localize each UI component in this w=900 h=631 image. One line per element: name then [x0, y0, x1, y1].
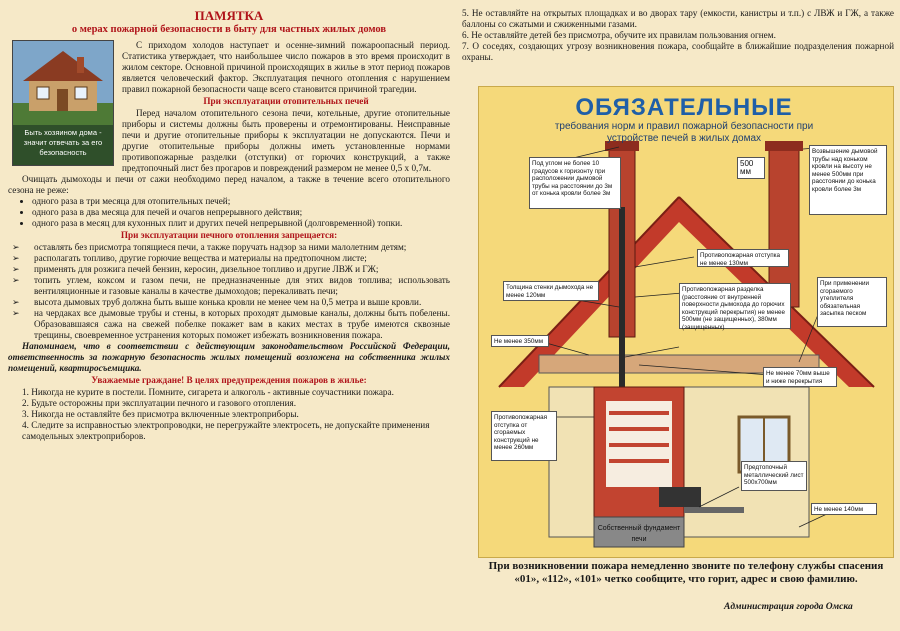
foundation-label: Собственный фундамент печи [597, 525, 681, 543]
section-citizens-title: Уважаемые граждане! В целях предупреждения пожаров в жилье: [91, 375, 367, 385]
right-column [462, 8, 894, 628]
list-item: 1. Никогда не курите в постели. Помните, сигарета и алкоголь - активные соучастники пожара. [22, 387, 394, 397]
intro-paragraph: С приходом холодов наступает и осенне-зимний пожароопасный период. Статистика утверждает, что наибольшее число пожаров в это время происходит в жилом секторе. Основной причиной происходящих в жилье в этот период пожаров является человеческий фактор. Эксплуатация печного отопления с нарушением правил пожарной безопасности чаще всего становится причиной трагедии. [122, 40, 450, 94]
stove-requirements-diagram [478, 86, 894, 558]
diagram-note: 500 мм [737, 157, 765, 179]
list-item: ➢ топить углем, коксом и газом печи, не предназначенные для этих видов топлива; использовать вентиляционные и газовые каналы в качестве дымоходов; перекаливать печи; [34, 275, 450, 297]
prohibited-list [8, 242, 450, 341]
diagram-title-small: требования норм и правил пожарной безопасности при устройстве печей в жилых домах [554, 121, 814, 144]
diagram-note: Под углом не более 10 градусов к горизонту при расположении дымовой трубы на расстоянии до 3м от конька кровли более 3м [529, 157, 621, 209]
list-item: ➢ применять для розжига печей бензин, керосин, дизельное топливо и другие ЛВЖ и ГЖ; [34, 264, 450, 275]
diagram-note: Толщина стенки дымохода не менее 120мм [503, 281, 599, 301]
page-subtitle: о мерах пожарной безопасности в быту для частных жилых домов [71, 24, 387, 35]
section-heating-title: При эксплуатации отопительных печей [203, 96, 369, 106]
diagram-title [549, 95, 819, 145]
heating-paragraph-1: Перед началом отопительного сезона печи, котельные, другие отопительные приборы и системы должны быть проверены и отремонтированы. Неисправные печи и другие отопительные приборы к эксплуатации не допускаются. Печи и другие отопительные приборы должны иметь установленные нормами противопожарные разделки (отступки) от горючих конструкций, а также предтопочный лист без прогаров и повреждений размером не менее 0,5 х 0,7м. [122, 108, 450, 173]
section-prohibited-title: При эксплуатации печного отопления запрещается: [120, 230, 338, 240]
emergency-footer: При возникновении пожара немедленно звоните по телефону службы спасения «01», «112», «101» четко сообщите, что горит, адрес и свою фамилию. [488, 560, 884, 585]
list-item: ➢ располагать топливо, другие горючие вещества и материалы на предтопочном листе; [34, 253, 450, 264]
diagram-note: Противопожарная отступка от сгораемых конструкций не менее 260мм [491, 411, 557, 461]
list-item: • одного раза в три месяца для отопительных печей; [32, 196, 450, 207]
list-item: 3. Никогда не оставляйте без присмотра включенные электроприборы. [22, 409, 299, 419]
diagram-note: Противопожарная разделка (расстояние от внутренней поверхности дымохода до горючих конструкций перекрытия) не менее 500мм (не защищенных), 380мм (защищенных) [679, 283, 791, 329]
list-item: 5. Не оставляйте на открытых площадках и во дворах тару (емкости, канистры и т.п.) с ЛВЖ и ГЖ, а также баллоны со сжатыми и сжиженными газами. [462, 8, 894, 29]
diagram-note: Предтопочный металлический лист 500х700мм [741, 461, 807, 491]
list-item: 4. Следите за исправностью электропроводки, не перегружайте электросеть, не допускайте применения самодельных электроприборов. [22, 420, 430, 441]
cleaning-list [8, 196, 450, 229]
list-item: 6. Не оставляйте детей без присмотра, обучите их правилам пользования огнем. [462, 30, 776, 40]
diagram-title-big: ОБЯЗАТЕЛЬНЫЕ [575, 94, 793, 121]
diagram-note: Не менее 140мм [811, 503, 877, 515]
list-item: 2. Будьте осторожны при эксплуатации печного и газового отопления. [22, 398, 297, 408]
administration-signature: Администрация города Омска [724, 602, 853, 612]
heating-paragraph-2: Очищать дымоходы и печи от сажи необходимо перед началом, а также в течение всего отопительного сезона не реже: [8, 174, 450, 195]
diagram-note: Не менее 70мм выше и ниже перекрытия [763, 367, 837, 387]
list-item: • одного раза в месяц для кухонных плит и других печей непрерывной (долговременной) топки. [32, 218, 450, 229]
house-picture [13, 41, 113, 125]
diagram-note: Противопожарная отступка не менее 130мм [697, 249, 789, 267]
diagram-note: Возвышение дымовой трубы над коньком кровли на высоту не менее 500мм при расстоянии до конька кровли более 3м [809, 145, 887, 215]
page-title: ПАМЯТКА [194, 8, 264, 23]
citizens-list [8, 387, 450, 442]
legal-notice: Напоминаем, что в соответствии с действующим законодательством Российской Федерации, ответственность за пожарную безопасность жилых помещений возложена на собственника жилых помещений, квартиросъемщика. [8, 341, 450, 373]
house-illustration [12, 40, 114, 166]
list-item: 7. О соседях, создающих угрозу возникновения пожара, сообщайте в ближайшие подразделения пожарной охраны. [462, 41, 894, 62]
list-item: ➢ оставлять без присмотра топящиеся печи, а также поручать надзор за ними малолетним детям; [34, 242, 450, 253]
list-item: • одного раза в два месяца для печей и очагов непрерывного действия; [32, 207, 450, 218]
left-column [8, 8, 450, 628]
diagram-note: При применении сгораемого утеплителя обязательная засыпка песком [817, 277, 887, 327]
continued-list [462, 8, 894, 63]
diagram-note: Не менее 350мм [491, 335, 549, 347]
house-caption: Быть хозяином дома - значит отвечать за его безопасность [13, 125, 113, 165]
list-item: ➢ высота дымовых труб должна быть выше конька кровли не менее чем на 0,5 метра и выше кровли. [34, 297, 450, 308]
list-item: ➢ на чердаках все дымовые трубы и стены, в которых проходят дымовые каналы, должны быть побелены. Образовавшаяся сажа на свежей побелке покажет вам в каких местах в трубе имеются сквозные трещины, своевременное устранения которых поможет избежать возникновения пожара. [34, 308, 450, 341]
